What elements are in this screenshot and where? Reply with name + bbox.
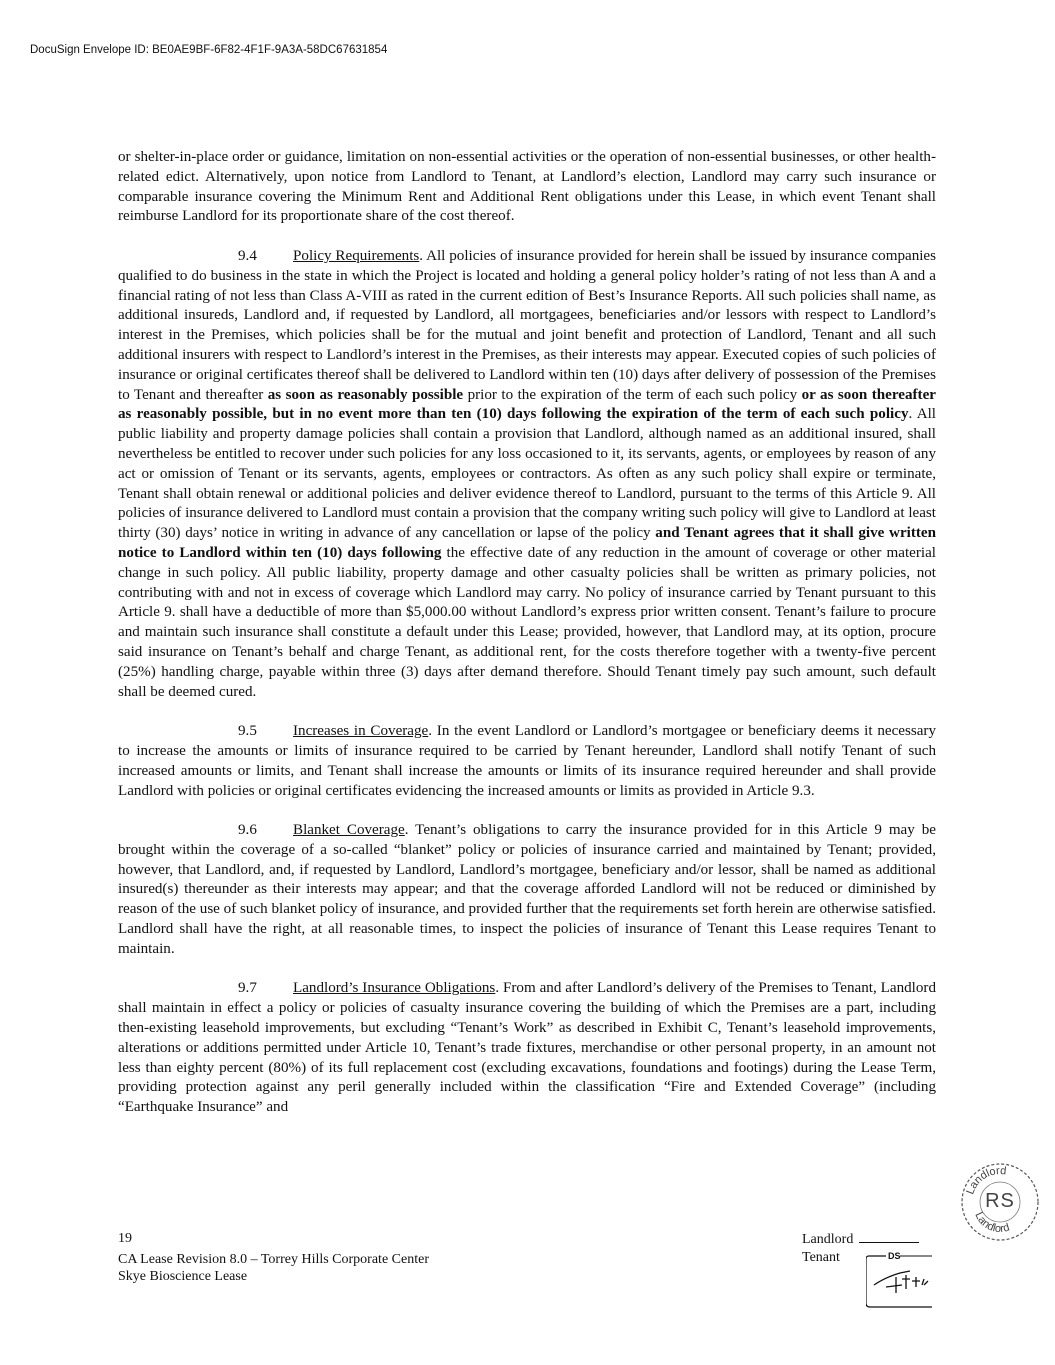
section-9-5: [118, 722, 936, 801]
section-text: . From and after Landlord’s delivery of the Premises to Tenant, Landlord shall maintain in effect a policy or policies of casualty insurance covering the building of which the Premises are a part, including then-existing leasehold improvements, but excluding “Tenant’s Work” as described in Exhibit C, Tenant’s leasehold improvements, alterations or additions permitted under Article 10, Tenant’s trade fixtures, merchandise or other personal property, in an amount not less than eighty percent (80%) of its full replacement cost (excluding excavations, foundations and footings) during the Lease Term, providing protection against any peril generally included within the classification “Fire and Extended Coverage” (including “Earthquake Insurance” and: [118, 980, 936, 1116]
landlord-initials-row: [802, 1230, 919, 1249]
section-text: . All policies of insurance provided for herein shall be issued by insurance companies qualified to do business in the state in which the Project is located and holding a general policy holder’s rating of not less than A and a financial rating of not less than Class A-VIII as rated in the current edition of Best’s Insurance Reports. All such policies shall name, as additional insureds, Landlord and, if requested by Landlord, all mortgagees, beneficiaries and/or lessors with respect to Landlord’s interest in the Premises, which policies shall be for the mutual and joint benefit and protection of Landlord, Tenant and all such additional insurers with respect to Landlord’s interest in the Premises, as their interests may appear. Executed copies of such policies of insurance or original certificates thereof shall be delivered to Landlord within ten (10) days after delivery of possession of the Premises to Tenant and thereafter: [118, 247, 937, 403]
seal-text-top: Landlord: [964, 1164, 1007, 1197]
section-heading: Blanket Coverage: [293, 822, 405, 839]
section-number: 9.7: [238, 980, 257, 997]
section-heading: Increases in Coverage: [293, 723, 429, 740]
lease-revision: CA Lease Revision 8.0 – Torrey Hills Corporate Center: [118, 1251, 429, 1267]
section-text: the effective date of any reduction in the amount of coverage or other material change in such policy. All public liability, property damage and other casualty policies shall be written as primary policies, not contributing with and not in excess of coverage which Landlord may carry. No policy of insurance carried by Tenant pursuant to this Article 9. shall have a deductible of more than $5,000.00 without Landlord’s express prior written consent. Tenant’s failure to procure and maintain such insurance shall constitute a default under this Lease; provided, however, that Landlord may, at its option, procure said insurance on Tenant’s behalf and charge Tenant, as additional rent, for the costs therefore together with a twenty-five percent (25%) handling charge, payable within three (3) days after demand therefore. Should Tenant timely pay such amount, such default shall be deemed cured.: [118, 544, 936, 700]
section-text: prior to the expiration of the term of each such policy: [463, 386, 802, 403]
section-9-4: [118, 247, 936, 702]
seal-initials: RS: [985, 1190, 1015, 1212]
paragraph-continuation: or shelter-in-place order or guidance, limitation on non-essential activities or the operation of non-essential businesses, or other health-related edict. Alternatively, upon notice from Landlord to Tenant, at Landlord’s election, Landlord may carry such insurance or comparable insurance covering the Minimum Rent and Additional Rent obligations under this Lease, in which event Tenant shall reimburse Landlord for its proportionate share of the cost thereof.: [118, 149, 936, 225]
footer-info: [118, 1230, 429, 1286]
section-9-6: [118, 821, 936, 960]
section-number: 9.6: [238, 822, 257, 839]
signature-icon: [874, 1271, 928, 1293]
tenant-signature-box[interactable]: [866, 1255, 932, 1309]
svg-text:Landlord: [972, 1210, 1011, 1235]
section-number: 9.4: [238, 247, 257, 264]
section-heading: Policy Requirements: [293, 247, 420, 264]
section-number: 9.5: [238, 723, 257, 740]
envelope-id: DocuSign Envelope ID: BE0AE9BF-6F82-4F1F-9A3A-58DC67631854: [30, 44, 388, 56]
lease-name: Skye Bioscience Lease: [118, 1269, 248, 1284]
section-text: . In the event Landlord or Landlord’s mortgagee or beneficiary deems it necessary to increase the amounts or limits of insurance required to be carried by Tenant hereunder, Landlord shall notify Tenant of such increased amounts or limits, and Tenant shall increase the amounts or limits of its insurance required hereunder and shall provide Landlord with policies or original certificates evidencing the increased amounts or limits as provided in Article 9.3.: [118, 723, 937, 799]
lease-body: [118, 148, 936, 1138]
section-text: . All public liability and property damage policies shall contain a provision that Landlord, although named as an additional insured, shall nevertheless be entitled to recover under such policies for any loss occasioned to it, its servants, agents, or employees by reason of any act or omission of Tenant or its servants, agents, employees or contractors. As often as any such policy shall expire or terminate, Tenant shall obtain renewal or additional policies and deliver evidence thereof to Landlord, pursuant to the terms of this Article 9. All policies of insurance delivered to Landlord must contain a provision that the company writing such policy will give to Landlord at least thirty (30) days’ notice in writing in advance of any cancellation or lapse of the policy: [118, 406, 936, 542]
section-9-7: [118, 979, 936, 1118]
tenant-label: Tenant: [802, 1249, 840, 1265]
section-heading: Landlord’s Insurance Obligations: [293, 980, 496, 997]
landlord-initials-line[interactable]: [859, 1230, 919, 1243]
bold-text: and Tenant agrees that it shall give written notice to Landlord within ten (10) days following: [118, 525, 936, 561]
landlord-label: Landlord: [802, 1232, 854, 1247]
seal-text-bottom: Landlord: [972, 1210, 1011, 1236]
section-text: . Tenant’s obligations to carry the insurance provided for in this Article 9 may be brought within the coverage of a so-called “blanket” policy or policies of insurance carried and maintained by Tenant; provided, however, that Landlord, and, if requested by Landlord, Landlord’s mortgagee, beneficiary and/or lessor, shall be named as additional insured(s) thereunder as their interests may appear; and that the coverage afforded Landlord will not be reduced or diminished by reason of the use of such blanket policy of insurance, and provided further that the requirements set forth herein are otherwise satisfied. Landlord shall have the right, at all reasonable times, to inspect the policies of insurance of Tenant this Lease requires Tenant to maintain.: [118, 822, 936, 957]
bold-text: as soon as reasonably possible: [267, 386, 464, 403]
docusign-ds-label: DS: [888, 1251, 901, 1261]
bold-text: or as soon thereafter as reasonably possible, but in no event more than ten (10) days following the expiration of the term of each such policy: [118, 386, 936, 423]
page-number: 19: [118, 1231, 132, 1246]
